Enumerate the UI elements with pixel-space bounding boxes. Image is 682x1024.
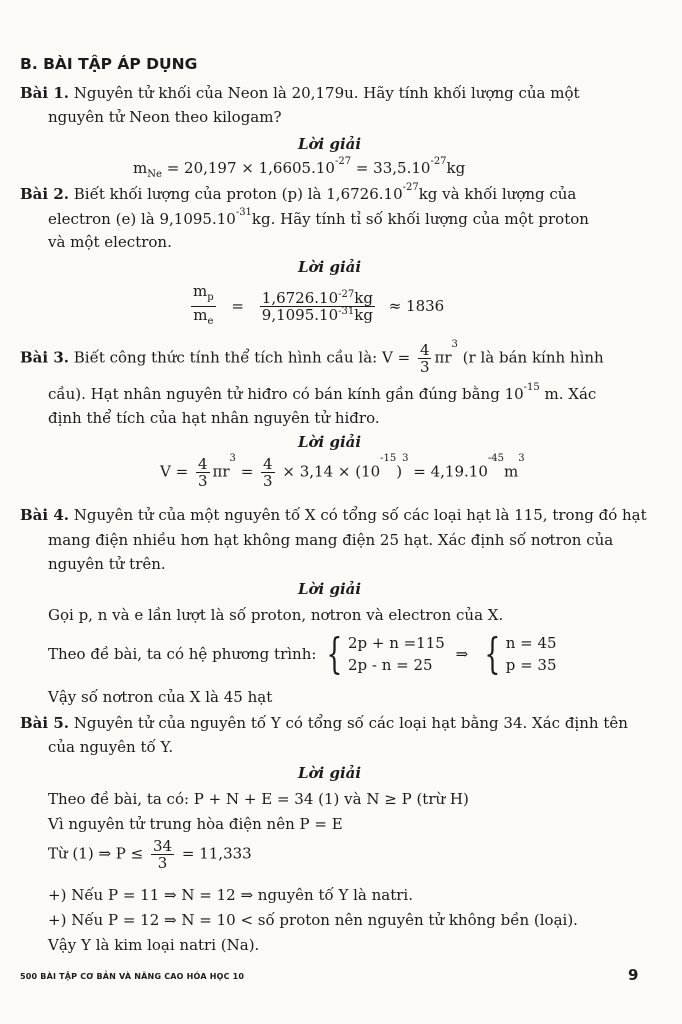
bai3-label: Bài 3. — [20, 348, 69, 367]
bai5-sol4: +) Nếu P = 11 ⇒ N = 12 ⇒ nguyên tố Y là natri. — [48, 886, 414, 904]
equation-system: 2p + n =115 2p - n = 25 — [347, 634, 445, 674]
bai2-line2: electron (e) là $9,1095.10^{-31}kg$. Hãy tính tỉ số khối lượng của một proton — [48, 207, 589, 228]
bai1-loi-giai: Lời giải — [298, 135, 362, 153]
bai5-line1: Bài 5. Nguyên tử của nguyên tố Y có tổng số các loại hạt bằng 34. Xác định tên — [20, 714, 628, 732]
bai4-line1: Bài 4. Nguyên tử của một nguyên tố X có tổng số các loại hạt là 115, trong đó hạt — [20, 506, 647, 524]
bai1-label: Bài 1. — [20, 84, 69, 102]
footer-book-title: 500 BÀI TẬP CƠ BẢN VÀ NÂNG CAO HÓA HỌC 10 — [20, 972, 245, 981]
bai5-sol3: Từ (1) ⇒ P ≤ $\frac{34}{3}$ = 11,333 — [48, 837, 252, 872]
bai3-loi-giai: Lời giải — [298, 433, 362, 451]
bai5-line2: của nguyên tố Y. — [48, 738, 174, 756]
bai4-sol3: Vậy số nơtron của X là 45 hạt — [48, 688, 273, 706]
bai4-loi-giai: Lời giải — [298, 580, 362, 598]
bai2-loi-giai: Lời giải — [298, 258, 362, 276]
bai5-sol2: Vì nguyên tử trung hòa điện nên P = E — [48, 815, 343, 833]
left-brace: { — [484, 629, 501, 678]
bai5-sol6: Vậy Y là kim loại natri (Na). — [48, 936, 260, 954]
bai4-sol2: Theo đề bài, ta có hệ phương trình: { 2p + n =115 2p - n = 25 ⇒ { n = 45 p = 35 — [48, 629, 557, 678]
bai4-label: Bài 4. — [20, 506, 69, 524]
bai2-solution: $\frac{m_p}{m_e}$ = $\frac{1,6726.10^{-27}kg}{9,1095.10^{-31}kg}$ ≈ 1836 — [188, 283, 444, 330]
bai5-loi-giai: Lời giải — [298, 764, 362, 782]
bai5-sol1: Theo đề bài, ta có: P + N + E = 34 (1) và N ≥ P (trừ H) — [48, 790, 469, 808]
bai3-line2: cầu). Hạt nhân nguyên tử hiđro có bán kính gần đúng bằng $10^{-15}$ m. Xác — [48, 382, 597, 403]
bai3-solution: V = $\frac{4}{3}$ $\pi r^3$ = $\frac{4}{3}$ × $3,14 \times (10^{-15})^3 = 4,19.10^{-45}m^3$ — [160, 453, 525, 490]
page-number: 9 — [628, 966, 639, 984]
bai4-sol1: Gọi p, n và e lần lượt là số proton, nơtron và electron của X. — [48, 606, 504, 624]
bai2-line1: Bài 2. Biết khối lượng của proton (p) là $1,6726.10^{-27}kg$ và khối lượng của — [20, 182, 577, 203]
bai2-line3: và một electron. — [48, 233, 172, 251]
bai1-line2: nguyên tử Neon theo kilogam? — [48, 108, 282, 126]
bai5-label: Bài 5. — [20, 714, 69, 732]
bai5-sol5: +) Nếu P = 12 ⇒ N = 10 < số proton nên nguyên tử không bền (loại). — [48, 911, 578, 929]
bai1-solution: $m_{Ne} = 20,197 \times 1,6605.10^{-27} = 33,5.10^{-27}kg$ — [133, 156, 466, 180]
bai1-text1: Nguyên tử khối của Neon là 20,179u. Hãy tính khối lượng của một — [73, 84, 580, 102]
mass-ratio-fraction: $\frac{m_p}{m_e}$ — [193, 282, 214, 327]
left-brace: { — [326, 629, 343, 678]
bai3-line1: Bài 3. Biết công thức tính thể tích hình cầu là: V = $\frac{4}{3}$ $\pi r^3$ (r là bán kính hình — [20, 339, 604, 376]
bai3-line3: định thể tích của hạt nhân nguyên tử hiđro. — [48, 409, 380, 427]
bai1-line1 — [20, 84, 580, 102]
bai4-line3: nguyên tử trên. — [48, 555, 166, 573]
mass-value-fraction: $\frac{1,6726.10^{-27}kg}{9,1095.10^{-31}kg}$ — [261, 289, 373, 324]
bai2-label: Bài 2. — [20, 185, 69, 203]
bai4-line2: mang điện nhiều hơn hạt không mang điện 25 hạt. Xác định số nơtron của — [48, 531, 614, 549]
solution-system: n = 45 p = 35 — [505, 634, 557, 674]
section-title: B. BÀI TẬP ÁP DỤNG — [20, 55, 198, 73]
